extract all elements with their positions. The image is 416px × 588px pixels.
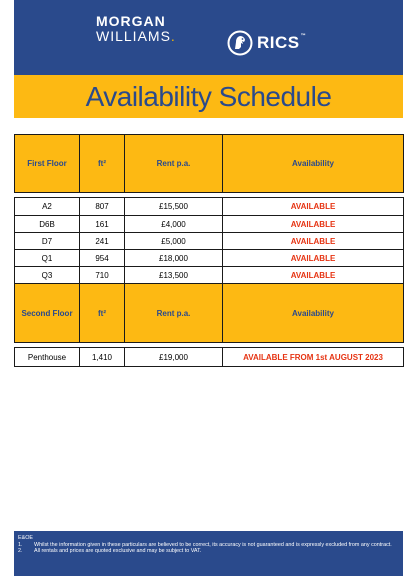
unit-cell: D6B	[15, 216, 80, 233]
column-header-area: ft²	[80, 135, 125, 193]
availability-cell: AVAILABLE	[223, 216, 404, 233]
table-row	[15, 348, 404, 367]
area-cell: 161	[80, 216, 125, 233]
availability-cell: AVAILABLE	[223, 267, 404, 284]
rent-cell: £19,000	[125, 348, 223, 367]
column-header-availability: Availability	[223, 135, 404, 193]
column-header-area: ft²	[80, 284, 125, 343]
title-band	[14, 75, 403, 118]
table-row	[15, 216, 404, 233]
footnote-text: Whilst the information given in these particulars are believed to be correct, its accuracy is not guaranteed and is expressly excluded from any contract.	[34, 541, 392, 548]
footnote-item	[18, 548, 399, 555]
rent-cell: £18,000	[125, 250, 223, 267]
availability-table	[14, 134, 404, 367]
area-cell: 807	[80, 198, 125, 216]
area-cell: 1,410	[80, 348, 125, 367]
table-row	[15, 250, 404, 267]
column-header-floor: Second Floor	[15, 284, 80, 343]
unit-cell: Penthouse	[15, 348, 80, 367]
unit-cell: A2	[15, 198, 80, 216]
rics-logo	[227, 30, 306, 56]
footnote-item	[18, 542, 399, 549]
column-header-rent: Rent p.a.	[125, 284, 223, 343]
page-title: Availability Schedule	[85, 80, 332, 112]
footnote-text: All rentals and prices are quoted exclusive and may be subject to VAT.	[34, 548, 202, 555]
table-row	[15, 198, 404, 216]
table-row	[15, 233, 404, 250]
footer-heading: E&OE	[18, 535, 33, 541]
table-row	[15, 267, 404, 284]
disclaimer-footer	[14, 531, 403, 576]
area-cell: 241	[80, 233, 125, 250]
header-banner	[14, 0, 403, 75]
unit-cell: D7	[15, 233, 80, 250]
second-floor-header-row	[15, 284, 404, 343]
availability-cell: AVAILABLE	[223, 250, 404, 267]
rics-wordmark: RICS™	[257, 33, 307, 52]
morgan-williams-logo	[96, 14, 176, 44]
area-cell: 710	[80, 267, 125, 284]
availability-cell: AVAILABLE FROM 1st AUGUST 2023	[223, 348, 404, 367]
rent-cell: £13,500	[125, 267, 223, 284]
brand-dot: .	[170, 28, 176, 44]
brand-line-2: WILLIAMS.	[96, 28, 176, 44]
rics-lion-icon	[227, 30, 253, 56]
unit-cell: Q3	[15, 267, 80, 284]
brand-line-1: MORGAN	[96, 13, 166, 29]
column-header-floor: First Floor	[15, 135, 80, 193]
rent-cell: £15,500	[125, 198, 223, 216]
column-header-availability: Availability	[223, 284, 404, 343]
footnote-number: 1.	[18, 541, 23, 548]
column-header-rent: Rent p.a.	[125, 135, 223, 193]
area-cell: 954	[80, 250, 125, 267]
availability-cell: AVAILABLE	[223, 198, 404, 216]
rent-cell: £5,000	[125, 233, 223, 250]
first-floor-header-row	[15, 135, 404, 193]
footnote-number: 2.	[18, 548, 23, 555]
rent-cell: £4,000	[125, 216, 223, 233]
unit-cell: Q1	[15, 250, 80, 267]
availability-cell: AVAILABLE	[223, 233, 404, 250]
